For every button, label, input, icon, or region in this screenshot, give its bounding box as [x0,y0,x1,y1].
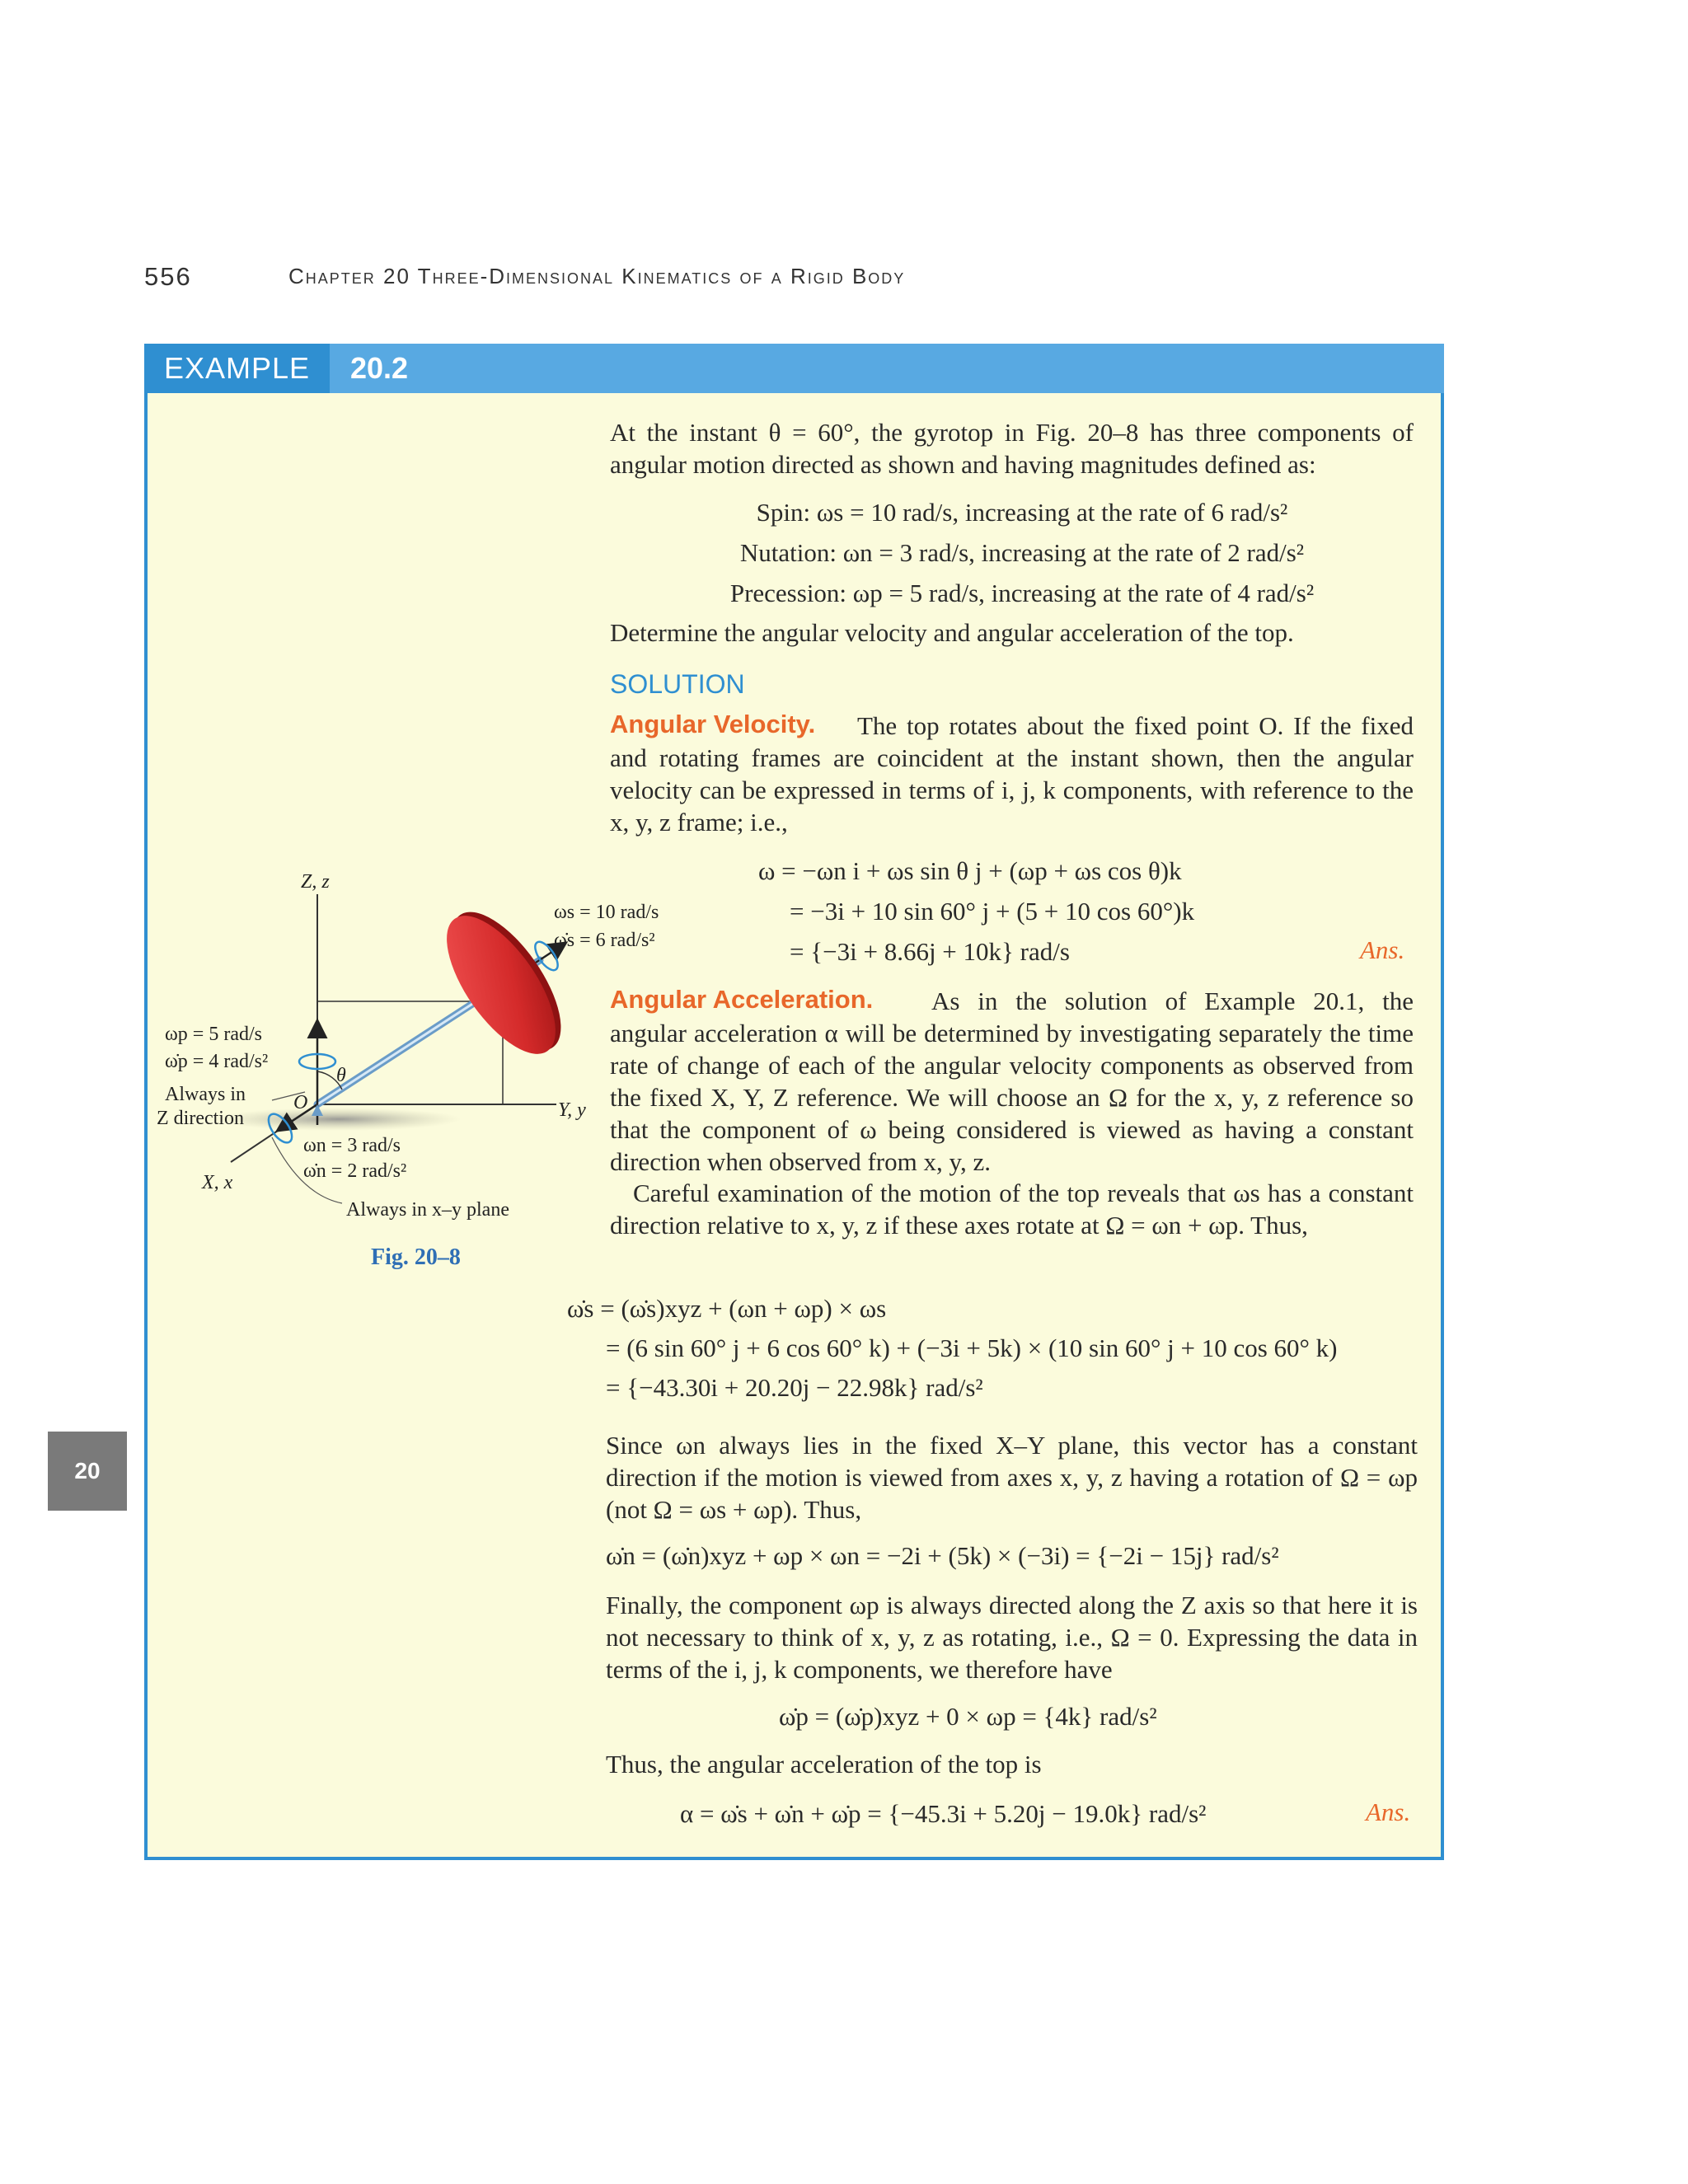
answer-label-1: Ans. [1360,935,1405,964]
spin-line: Spin: ωs = 10 rad/s, increasing at the rate of 6 rad/s² [756,498,1288,527]
figure-label-y-axis: Y, y [558,1099,586,1121]
chapter-thumb-tab: 20 [48,1432,127,1511]
figure-label-always-z-1: Always in [165,1084,246,1105]
figure-label-spin-velocity: ωs = 10 rad/s [554,902,659,923]
spin-rate-equation-1: ω̇s = (ω̇s)xyz + (ωn + ωp) × ωs [567,1294,887,1323]
ground-shadow [214,1108,462,1131]
omega-equation-3: = {−3i + 8.66j + 10k} rad/s [790,937,1070,966]
angular-acceleration-text: As in the solution of Example 20.1, the angular acceleration α will be determined by investigating separately the time rate of change of each of the angular velocity components as observed from the fixed X, Y, Z reference. We will choose an Ω for the x, y, z reference so that the component of ω being considered is viewed as having a constant direction when observed from x, y, z. [610,987,1414,1176]
figure-label-precession-velocity: ωp = 5 rad/s [165,1024,262,1045]
precession-rate-paragraph: Finally, the component ωp is always directed along the Z axis so that here it is not necessary to think of x, y, z as rotating, i.e., Ω = 0. Expressing the data in terms of the i, j, k components, we therefore have [606,1591,1418,1684]
figure-label-spin-acceleration: ω̇s = 6 rad/s² [554,930,655,951]
nutation-rate-paragraph: Since ωn always lies in the fixed X–Y plane, this vector has a constant direction if the motion is viewed from axes x, y, z having a rotation of Ω = ωp (not Ω = ωs + ωp). Thus, [606,1431,1418,1524]
omega-equation-2: = −3i + 10 sin 60° j + (5 + 10 cos 60°)k [790,897,1195,926]
intro-paragraph: At the instant θ = 60°, the gyrotop in Fig. 20–8 has three components of angular motion directed as shown and having magnitudes defined as: [610,418,1414,479]
precession-line: Precession: ωp = 5 rad/s, increasing at the rate of 4 rad/s² [729,579,1315,607]
solution-heading: SOLUTION [610,669,745,699]
angular-acceleration-heading: Angular Acceleration. [610,985,874,1014]
figure-label-x-axis: X, x [202,1172,233,1193]
nutation-line: Nutation: ωn = 3 rad/s, increasing at the rate of 2 rad/s² [739,538,1305,567]
angular-velocity-text: The top rotates about the fixed point O. If the fixed and rotating frames are coincident at the instant shown, then the angular velocity can be expressed in terms of i, j, k components, with reference to the x, y, z frame; i.e., [610,711,1414,837]
figure-label-z-axis: Z, z [301,871,330,893]
figure-label-origin: O [293,1092,308,1113]
figure-label-always-xy: Always in x–y plane [346,1199,509,1221]
figure-label-theta: θ [336,1065,346,1086]
spin-rate-equation-3: = {−43.30i + 20.20j − 22.98k} rad/s² [606,1373,983,1402]
figure-label-nutation-acceleration: ω̇n = 2 rad/s² [303,1160,407,1182]
nutation-rate-equation: ω̇n = (ω̇n)xyz + ωp × ωn = −2i + (5k) × (−3i) = {−2i − 15j} rad/s² [606,1541,1279,1570]
spin-rate-paragraph: Careful examination of the motion of the top reveals that ωs has a constant direction relative to x, y, z if these axes rotate at Ω = ωn + ωp. Thus, [610,1179,1414,1240]
running-head: Chapter 20 Three-Dimensional Kinematics of a Rigid Body [288,264,906,288]
figure-label-precession-acceleration: ω̇p = 4 rad/s² [165,1051,269,1072]
precession-rate-equation: ω̇p = (ω̇p)xyz + 0 × ωp = {4k} rad/s² [779,1702,1157,1731]
example-label: EXAMPLE [144,344,330,393]
omega-equation-1: ω = −ωn i + ωs sin θ j + (ωp + ωs cos θ)k [758,856,1182,885]
task-paragraph: Determine the angular velocity and angular acceleration of the top. [610,618,1294,647]
figure-label-always-z-2: Z direction [157,1108,244,1129]
final-paragraph: Thus, the angular acceleration of the top is [606,1750,1042,1779]
answer-label-2: Ans. [1366,1797,1411,1826]
final-acceleration-equation: α = ω̇s + ω̇n + ω̇p = {−45.3i + 5.20j − 19.0k} rad/s² [680,1799,1207,1828]
angular-velocity-heading: Angular Velocity. [610,710,816,738]
figure-label-nutation-velocity: ωn = 3 rad/s [303,1135,401,1156]
figure-caption: Fig. 20–8 [371,1244,461,1270]
example-header-bar [144,344,1444,393]
example-number: 20.2 [350,351,409,385]
spin-rate-equation-2: = (6 sin 60° j + 6 cos 60° k) + (−3i + 5k) × (10 sin 60° j + 10 cos 60° k) [606,1333,1338,1362]
page-number: 556 [144,262,192,291]
